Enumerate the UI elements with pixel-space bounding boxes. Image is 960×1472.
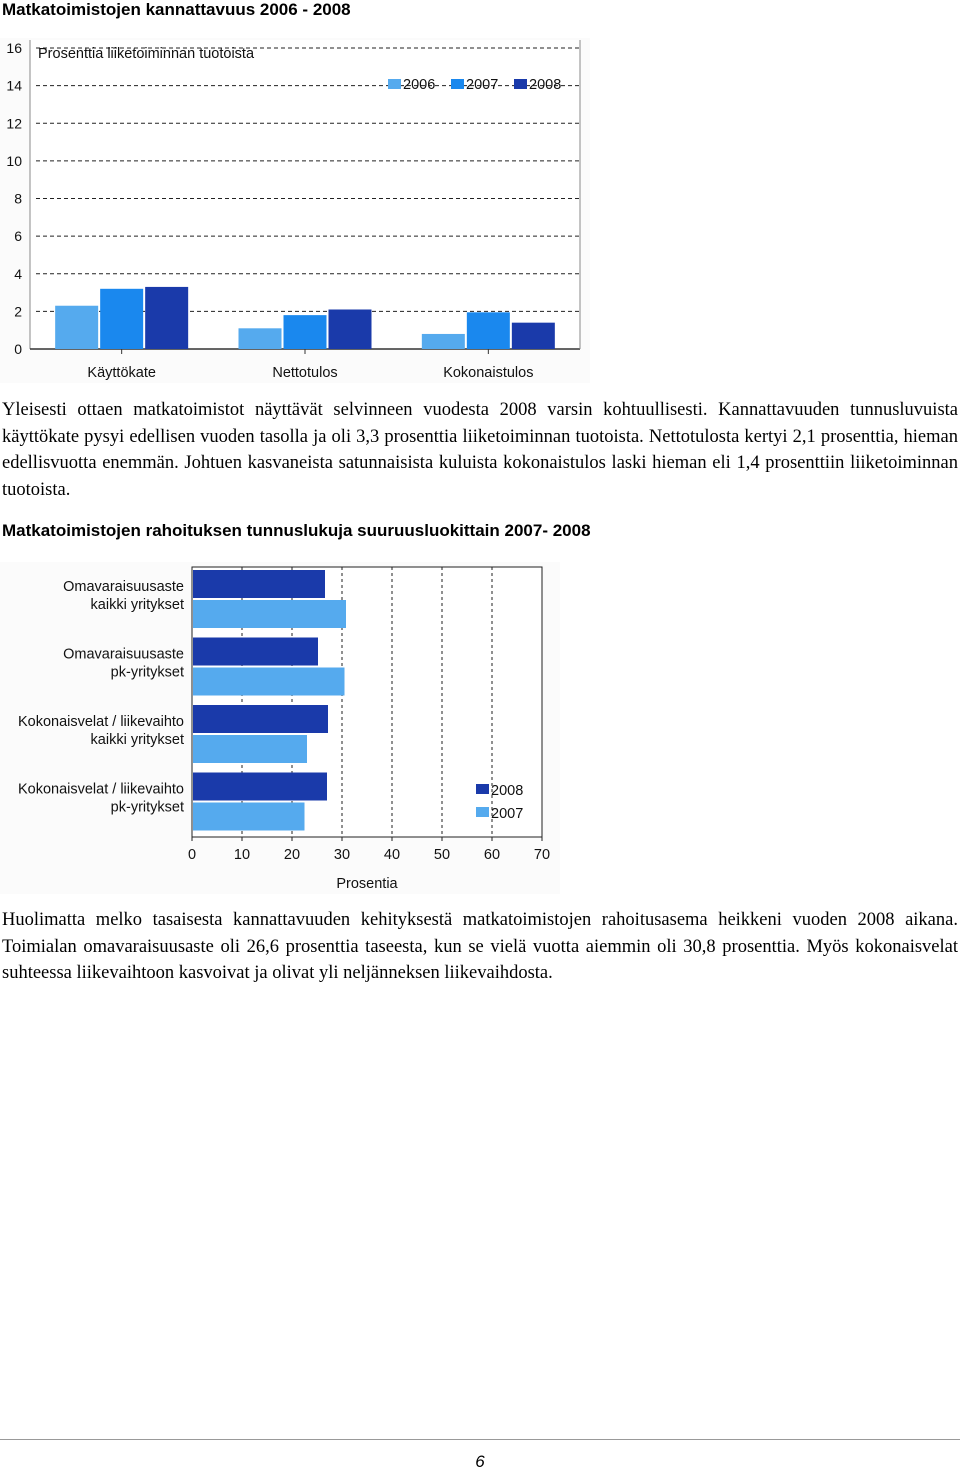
bar	[193, 638, 318, 666]
y-tick-label: 12	[6, 115, 22, 132]
x-tick-label: 50	[433, 847, 451, 863]
x-tick-label: 0	[187, 847, 197, 863]
legend-swatch	[388, 79, 401, 89]
category-label: Kokonaisvelat / liikevaihto	[17, 781, 184, 798]
bar	[193, 773, 327, 801]
financing-paragraph: Huolimatta melko tasaisesta kannattavuuden kehityksestä matkatoimistojen rahoitusasema heikkeni vuoden 2008 aikana. Toimialan omavaraisuusaste oli 26,6 prosenttia taseesta, kun se vielä vuotta aiemmin oli 30,8 prosenttia. Myös kokonaisvelat suhteessa liikevaihtoon kasvoivat ja olivat yli neljänneksen liikevaihdosta.	[2, 910, 958, 983]
x-tick-label: 10	[233, 847, 251, 863]
bar	[193, 570, 325, 598]
x-tick-label: Kokonaistulos	[443, 365, 534, 381]
legend-swatch	[451, 79, 464, 89]
legend-label: 2008	[529, 77, 562, 93]
category-label: Omavaraisuusaste	[63, 579, 184, 595]
profitability-bar-chart	[0, 38, 590, 383]
bar	[100, 289, 143, 349]
x-tick-label: 20	[283, 847, 301, 863]
category-label: kaikki yritykset	[90, 597, 184, 613]
x-tick-label: 40	[383, 847, 401, 863]
bar	[55, 306, 98, 349]
bar	[193, 600, 346, 628]
bar	[284, 315, 327, 349]
x-axis-title: Prosentia	[336, 876, 398, 892]
legend-label: 2007	[491, 806, 524, 822]
y-tick-label: 0	[14, 341, 22, 357]
bar	[193, 735, 307, 763]
bar	[193, 705, 328, 733]
legend-swatch	[476, 784, 489, 794]
legend-label: 2007	[466, 77, 499, 93]
category-label: Kokonaisvelat / liikevaihto	[17, 714, 184, 730]
bar	[329, 309, 372, 349]
x-tick-label: Nettotulos	[272, 365, 338, 381]
footer-divider	[0, 1439, 960, 1440]
profitability-paragraph: Yleisesti ottaen matkatoimistot näyttävät selvinneen vuodesta 2008 varsin kohtuullisesti. Kannattavuuden tunnusluvuista käyttökate pysyi edellisen vuoden tasolla ja oli 3,3 prosenttia liiketoiminnan tuotoista. Nettotulosta kertyi 2,1 prosenttia, hieman edellisvuotta enemmän. Johtuen kasvaneista satunnaisista kuluista kokonaistulos laski hieman eli 1,4 prosenttiin liiketoiminnan tuotoista.	[2, 400, 958, 500]
page-number: 6	[475, 1452, 485, 1471]
y-tick-label: 10	[6, 152, 22, 169]
x-tick-label: Käyttökate	[87, 365, 156, 381]
section-heading-profitability: Matkatoimistojen kannattavuus 2006 - 2008	[2, 0, 351, 19]
bar	[193, 668, 345, 696]
bar	[239, 328, 282, 349]
bar	[193, 803, 305, 831]
y-tick-label: 8	[14, 190, 22, 207]
y-tick-label: 4	[14, 265, 22, 282]
bar	[145, 287, 188, 349]
y-tick-label: 2	[14, 303, 22, 320]
category-label: kaikki yritykset	[90, 732, 184, 748]
category-label: pk-yritykset	[110, 799, 184, 816]
legend-label: 2006	[403, 77, 436, 93]
category-label: Omavaraisuusaste	[63, 646, 184, 663]
legend-swatch	[514, 79, 527, 89]
y-tick-label: 6	[14, 228, 22, 245]
section-heading-financing: Matkatoimistojen rahoituksen tunnuslukuja suuruusluokittain 2007- 2008	[2, 521, 591, 540]
legend-label: 2008	[491, 783, 524, 799]
category-label: pk-yritykset	[110, 664, 184, 681]
bar	[467, 312, 510, 349]
legend-swatch	[476, 807, 489, 817]
y-tick-label: 16	[6, 40, 22, 56]
chart-title: Prosenttia liiketoiminnan tuotoista	[38, 46, 255, 62]
bar	[512, 323, 555, 349]
x-tick-label: 70	[533, 847, 551, 863]
financing-bar-chart	[0, 562, 560, 894]
x-tick-label: 30	[333, 847, 351, 863]
bar	[422, 334, 465, 349]
x-tick-label: 60	[483, 847, 501, 863]
y-tick-label: 14	[6, 77, 22, 94]
